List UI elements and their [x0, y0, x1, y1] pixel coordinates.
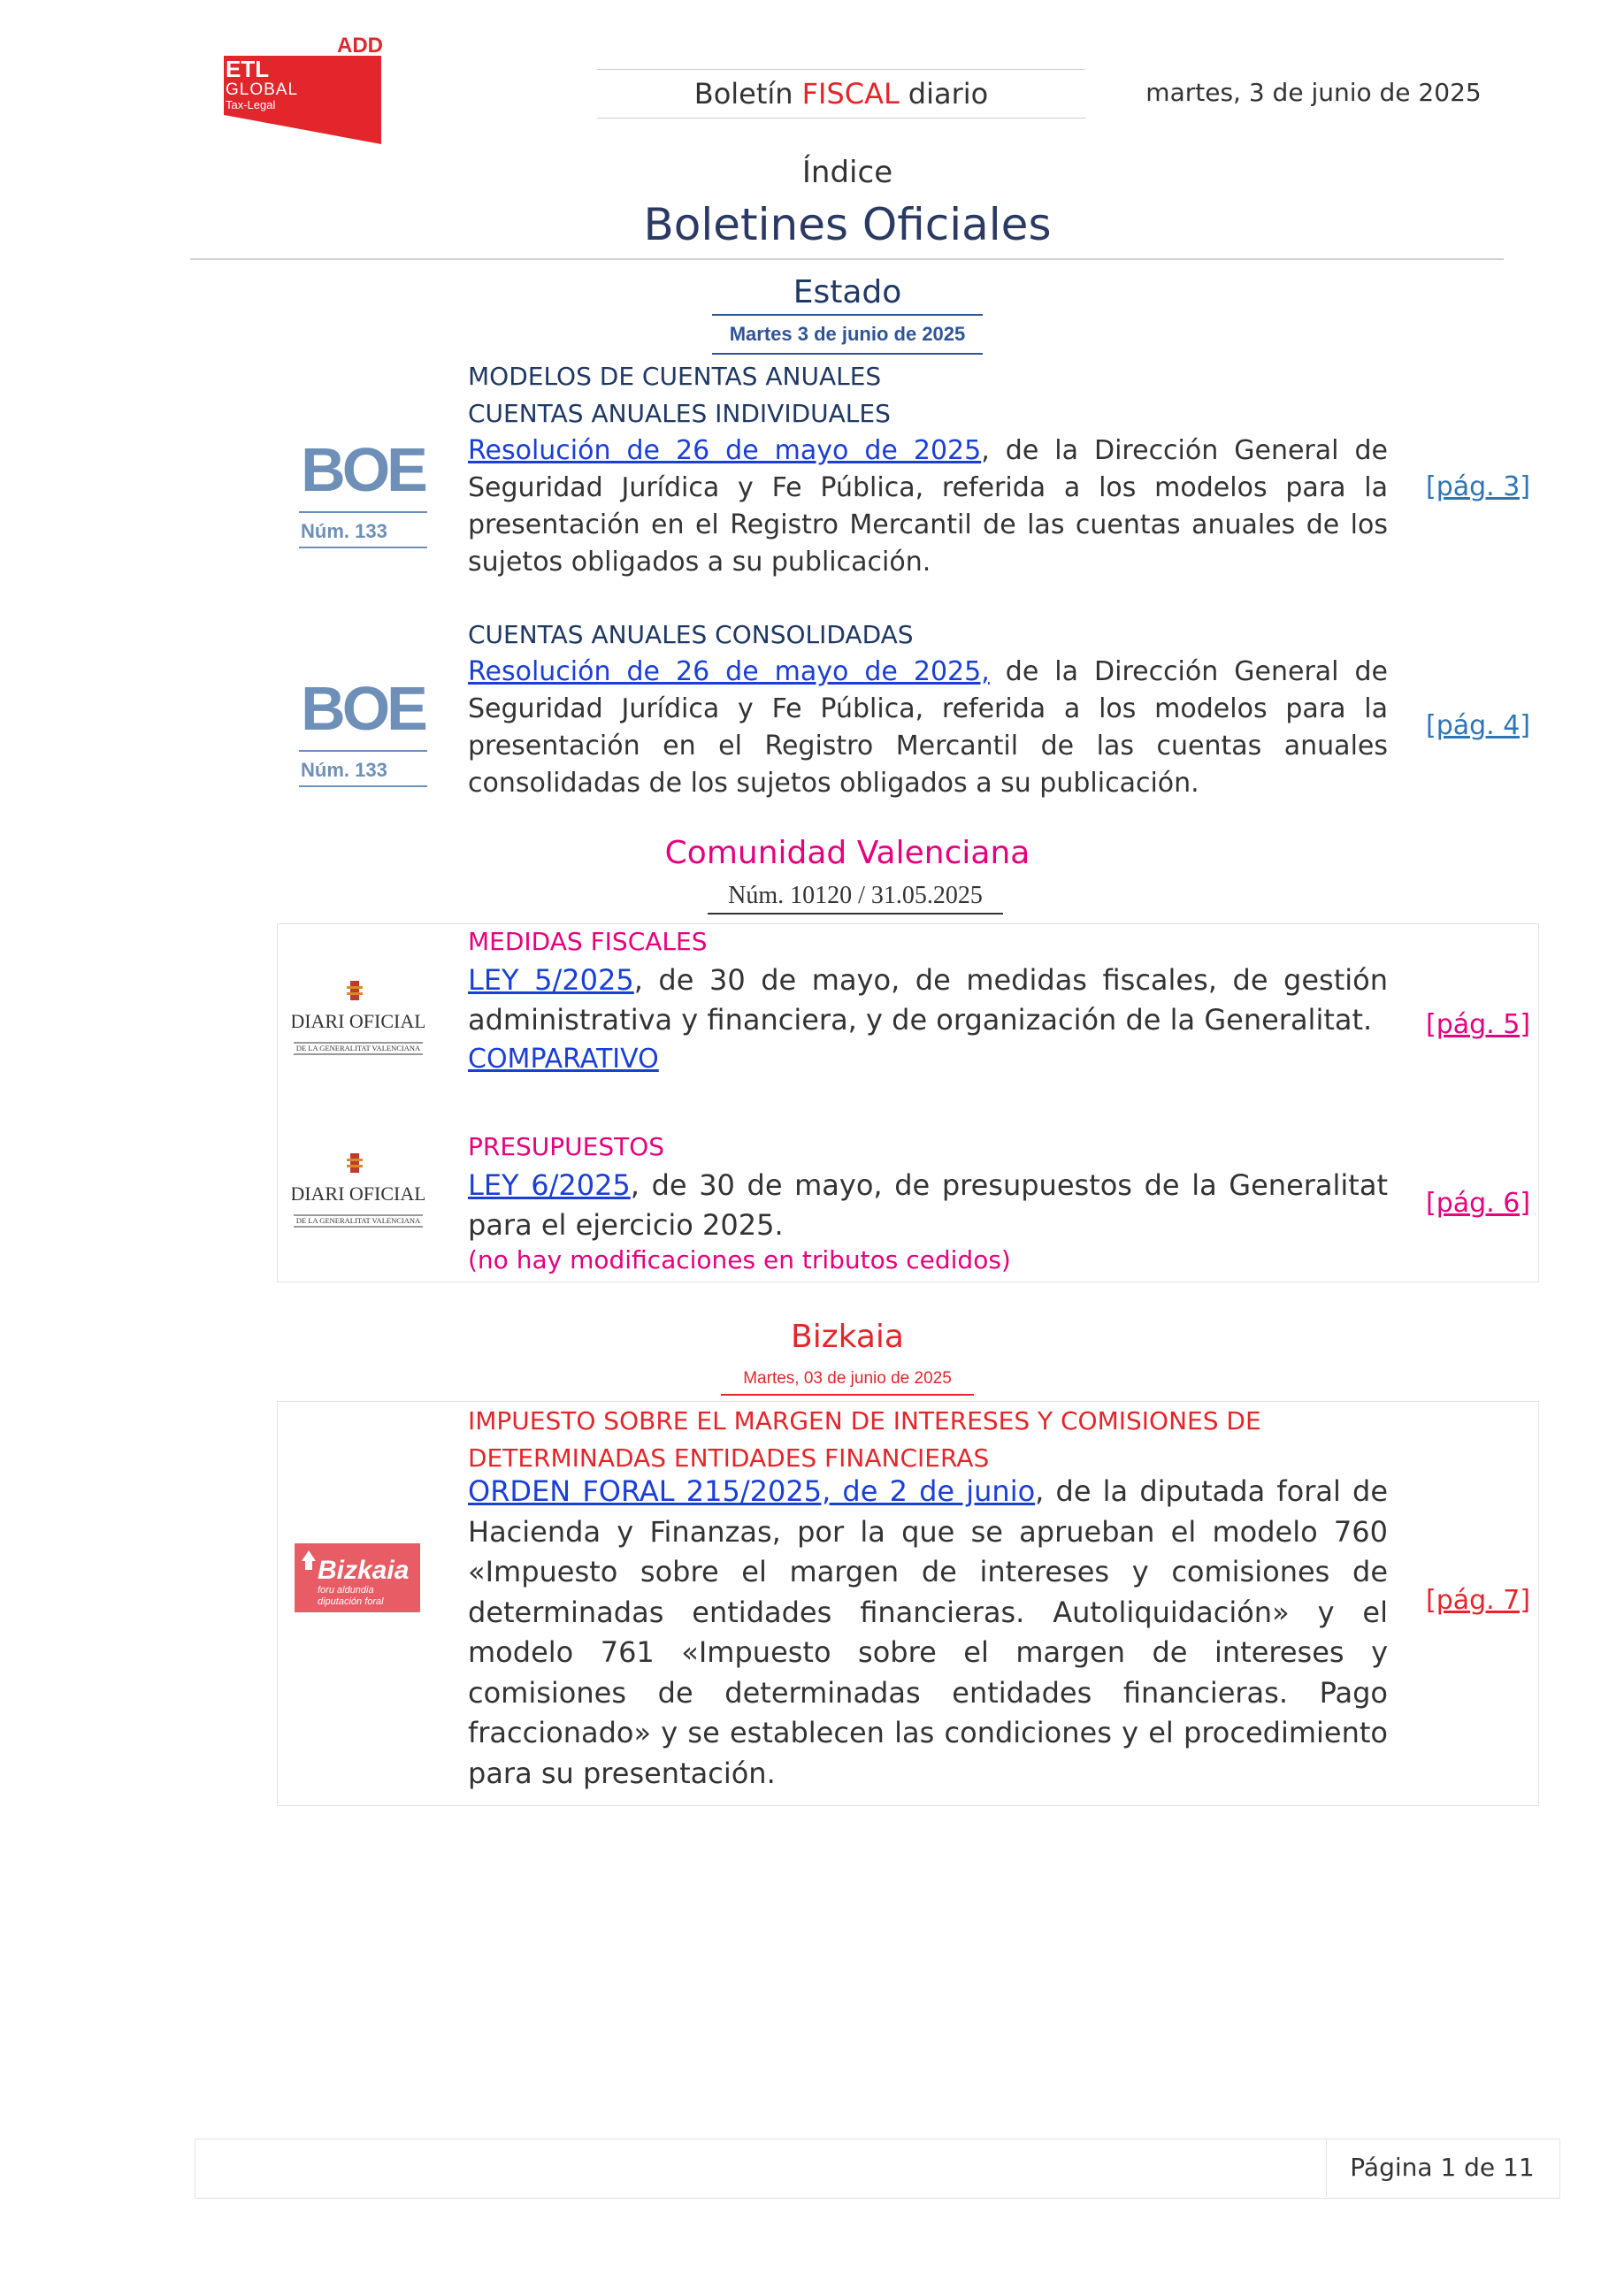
logo-global-text: GLOBAL [226, 80, 299, 99]
estado-item2-body [468, 654, 1388, 802]
estado-item1-category: CUENTAS ANUALES INDIVIDUALES [468, 399, 891, 428]
estado-item2-page-link[interactable]: [pág. 4] [1426, 710, 1531, 741]
logo-add-text: ADD [337, 34, 383, 57]
bulletin-post: diario [908, 77, 989, 111]
estado-item2-link[interactable]: Resolución de 26 de mayo de 2025, [468, 656, 990, 687]
boe-num: Núm. 133 [301, 520, 387, 542]
etl-global-logo [224, 31, 383, 146]
estado-item1-link[interactable]: Resolución de 26 de mayo de 2025 [468, 435, 982, 466]
valenciana-heading: Comunidad Valenciana [664, 835, 1030, 871]
bizkaia-date-badge: Martes, 03 de junio de 2025 [721, 1364, 974, 1396]
dogv-logo-line2: DE LA GENERALITAT VALENCIANA [295, 1216, 421, 1225]
valenciana-item1-link[interactable]: LEY 5/2025 [468, 963, 634, 997]
boe-logo-text: BOE [301, 677, 425, 743]
dogv-logo-line1: DIARI OFICIAL [292, 1182, 425, 1205]
bizkaia-category: IMPUESTO SOBRE EL MARGEN DE INTERESES Y COMISIONES DE DETERMINADAS ENTIDADES FINANCIERAS [468, 1406, 1261, 1473]
bizkaia-link[interactable]: ORDEN FORAL 215/2025, de 2 de junio [468, 1474, 1036, 1508]
estado-item1-body [468, 432, 1388, 581]
bulletin-pre: Boletín [693, 77, 793, 111]
bizkaia-logo-sub2: diputación foral [318, 1596, 384, 1607]
valenciana-item2-link[interactable]: LEY 6/2025 [468, 1168, 631, 1202]
boe-logo [299, 438, 427, 548]
valenciana-item1-body [468, 960, 1388, 1040]
estado-item2-text: de la Dirección General de Seguridad Jurídica y Fe Pública, referida a los modelos para la presentación en el Registro Mercantil de las cuentas anuales consolidadas de los sujetos obligados a su publicación. [468, 656, 1388, 799]
valenciana-item2-category: PRESUPUESTOS [468, 1132, 665, 1161]
header-date: martes, 3 de junio de 2025 [1145, 78, 1482, 107]
estado-heading: Estado [793, 274, 902, 310]
dogv-logo [292, 977, 425, 1057]
estado-date-badge: Martes 3 de junio de 2025 [712, 314, 983, 355]
bizkaia-text: , de la diputada foral de Hacienda y Finanzas, por la que se aprueban el modelo 760 «Impuesto sobre el margen de intereses y comisiones de determinadas entidades financieras. Autoliquidación» y el modelo 761 «Impuesto sobre el margen de intereses y comisiones de determinadas entidades financieras. Pago fraccionado» y se establecen las condiciones y el procedimiento para su presentación. [468, 1474, 1389, 1790]
bulletin-header [597, 69, 1085, 119]
bulletin-fiscal: FISCAL [801, 77, 900, 111]
bizkaia-heading: Bizkaia [791, 1319, 904, 1355]
index-label: Índice [801, 155, 893, 190]
page-title: Boletines Oficiales [643, 199, 1052, 250]
valenciana-comparativo-link[interactable]: COMPARATIVO [468, 1044, 659, 1075]
bizkaia-logo-text: Bizkaia [318, 1556, 410, 1585]
bizkaia-body [468, 1472, 1388, 1794]
valenciana-item1-category: MEDIDAS FISCALES [468, 927, 708, 956]
estado-item1-page-link[interactable]: [pág. 3] [1426, 471, 1531, 502]
page-number: Página 1 de 11 [1350, 2153, 1535, 2182]
logo-etl-text: ETL [226, 56, 270, 82]
bizkaia-page-link[interactable]: [pág. 7] [1426, 1585, 1531, 1616]
dogv-logo [292, 1150, 425, 1229]
valenciana-item1-text: , de 30 de mayo, de medidas fiscales, de gestión administrativa y financiera, y de organización de la Generalitat. [468, 963, 1389, 1037]
title-divider [190, 258, 1504, 260]
boe-num: Núm. 133 [301, 759, 387, 781]
logo-taxlegal-text: Tax-Legal [226, 98, 276, 111]
valenciana-item2-text: , de 30 de mayo, de presupuestos de la Generalitat para el ejercicio 2025. [468, 1168, 1389, 1242]
estado-item1-text: , de la Dirección General de Seguridad Jurídica y Fe Pública, referida a los modelos para la presentación en el Registro Mercantil de las cuentas anuales de los sujetos obligados a su publicación. [468, 435, 1388, 578]
dogv-logo-line2: DE LA GENERALITAT VALENCIANA [295, 1044, 421, 1052]
boe-logo [299, 677, 427, 787]
valenciana-item2-note: (no hay modificaciones en tributos cedidos) [468, 1245, 1011, 1274]
boe-logo-text: BOE [301, 438, 425, 504]
dogv-logo-line1: DIARI OFICIAL [292, 1010, 425, 1032]
estado-item2-category: CUENTAS ANUALES CONSOLIDADAS [468, 620, 914, 649]
valenciana-num-badge: Núm. 10120 / 31.05.2025 [708, 879, 1003, 915]
valenciana-item2-page-link[interactable]: [pág. 6] [1426, 1188, 1531, 1219]
valenciana-item2-body [468, 1166, 1388, 1245]
valenciana-item1-page-link[interactable]: [pág. 5] [1426, 1009, 1531, 1040]
bizkaia-logo-sub1: foru aldundia [318, 1585, 374, 1596]
estado-group-title: MODELOS DE CUENTAS ANUALES [468, 362, 882, 391]
bizkaia-logo [295, 1543, 420, 1612]
